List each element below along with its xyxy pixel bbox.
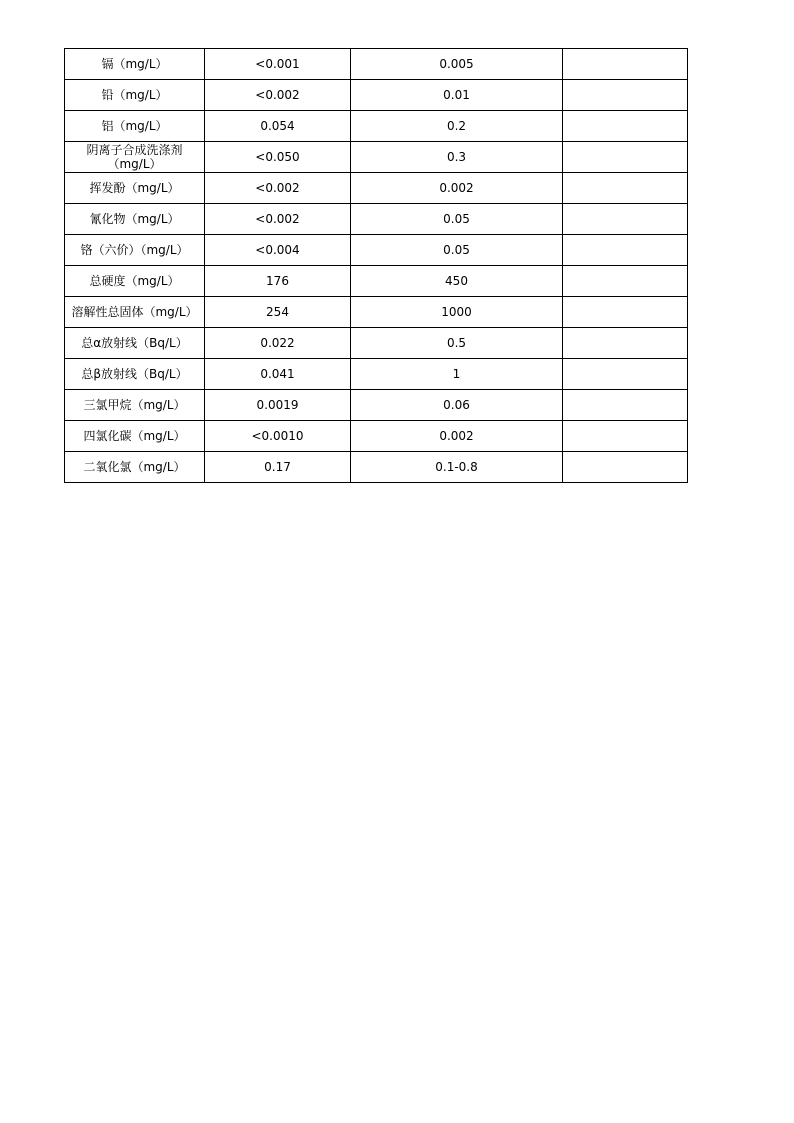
remark-cell (563, 111, 688, 142)
item-cell: 总β放射线（Bq/L） (65, 359, 205, 390)
table-row (65, 297, 688, 328)
measured-value-cell: <0.002 (205, 204, 351, 235)
limit-value-cell: 0.06 (351, 390, 563, 421)
item-cell: 镉（mg/L） (65, 49, 205, 80)
item-cell: 溶解性总固体（mg/L） (65, 297, 205, 328)
remark-cell (563, 266, 688, 297)
measured-value-cell: 176 (205, 266, 351, 297)
remark-cell (563, 49, 688, 80)
measured-value-cell: 0.0019 (205, 390, 351, 421)
item-cell: 总α放射线（Bq/L） (65, 328, 205, 359)
item-cell: 挥发酚（mg/L） (65, 173, 205, 204)
remark-cell (563, 235, 688, 266)
limit-value-cell: 0.05 (351, 235, 563, 266)
table-row (65, 328, 688, 359)
table-row (65, 80, 688, 111)
item-cell: 氰化物（mg/L） (65, 204, 205, 235)
water-quality-table-sheet (64, 48, 688, 483)
table-body (65, 49, 688, 483)
table-row (65, 421, 688, 452)
limit-value-cell: 450 (351, 266, 563, 297)
item-cell: 总硬度（mg/L） (65, 266, 205, 297)
item-cell: 铬（六价）（mg/L） (65, 235, 205, 266)
limit-value-cell: 1000 (351, 297, 563, 328)
table-row (65, 235, 688, 266)
table-row (65, 390, 688, 421)
measured-value-cell: <0.004 (205, 235, 351, 266)
remark-cell (563, 390, 688, 421)
measured-value-cell: <0.001 (205, 49, 351, 80)
remark-cell (563, 173, 688, 204)
measured-value-cell: 254 (205, 297, 351, 328)
remark-cell (563, 421, 688, 452)
measured-value-cell: <0.050 (205, 142, 351, 173)
item-cell: 三氯甲烷（mg/L） (65, 390, 205, 421)
measured-value-cell: <0.002 (205, 173, 351, 204)
remark-cell (563, 452, 688, 483)
limit-value-cell: 0.002 (351, 173, 563, 204)
remark-cell (563, 204, 688, 235)
table-row (65, 173, 688, 204)
measured-value-cell: 0.054 (205, 111, 351, 142)
water-quality-table (64, 48, 688, 483)
remark-cell (563, 328, 688, 359)
table-row (65, 204, 688, 235)
item-cell: 二氧化氯（mg/L） (65, 452, 205, 483)
table-row (65, 49, 688, 80)
item-cell: 铅（mg/L） (65, 80, 205, 111)
limit-value-cell: 0.005 (351, 49, 563, 80)
remark-cell (563, 142, 688, 173)
table-row (65, 142, 688, 173)
table-row (65, 452, 688, 483)
limit-value-cell: 0.2 (351, 111, 563, 142)
limit-value-cell: 0.1-0.8 (351, 452, 563, 483)
limit-value-cell: 0.002 (351, 421, 563, 452)
limit-value-cell: 0.3 (351, 142, 563, 173)
remark-cell (563, 80, 688, 111)
measured-value-cell: 0.17 (205, 452, 351, 483)
remark-cell (563, 297, 688, 328)
limit-value-cell: 0.05 (351, 204, 563, 235)
measured-value-cell: <0.0010 (205, 421, 351, 452)
table-row (65, 111, 688, 142)
table-row (65, 359, 688, 390)
remark-cell (563, 359, 688, 390)
measured-value-cell: 0.022 (205, 328, 351, 359)
item-cell: 铝（mg/L） (65, 111, 205, 142)
limit-value-cell: 0.5 (351, 328, 563, 359)
item-cell: 阴离子合成洗涤剂（mg/L） (65, 142, 205, 173)
measured-value-cell: <0.002 (205, 80, 351, 111)
limit-value-cell: 0.01 (351, 80, 563, 111)
measured-value-cell: 0.041 (205, 359, 351, 390)
item-cell: 四氯化碳（mg/L） (65, 421, 205, 452)
table-row (65, 266, 688, 297)
limit-value-cell: 1 (351, 359, 563, 390)
